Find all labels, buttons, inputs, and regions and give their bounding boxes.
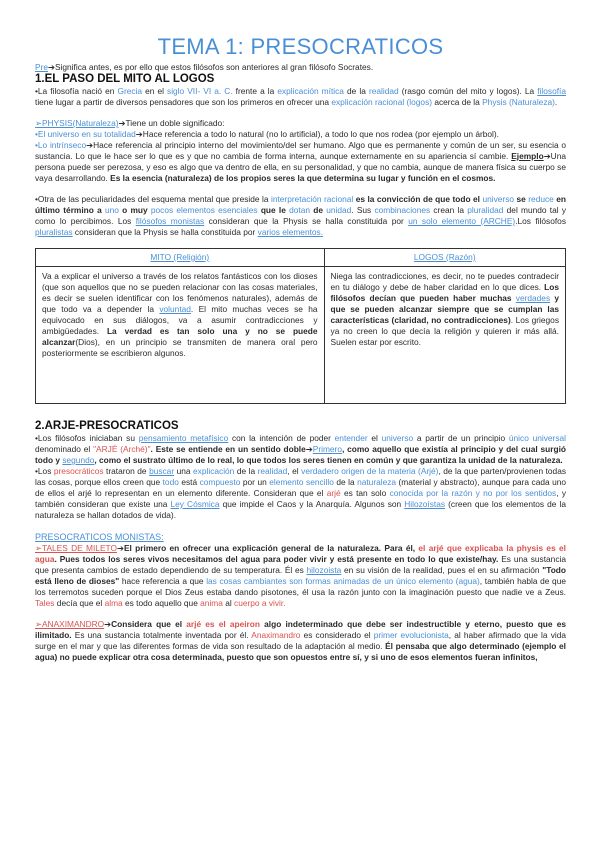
- section2-paragraph2: •Los presocráticos trataron de buscar una explicación de la realidad, el verdadero origen de la materia (Arjé), de la que parten/provienen todas las cosas, porque ellos creen que todo está compuesto por un elemento sencillo de la naturaleza (material y abstracto), aunque para cada uno de ellos el arjé lo representan en un elemento diferente. Consideran que el arjé es tan solo conocida por la razón y no por los sentidos, y también consideran que existe una Ley Cósmica que impide el Caos y la Anarquía. Algunos son Hilozoístas (creen que los elementos de la naturaleza se hallan dotados de vida).: [35, 466, 567, 520]
- section1-paragraph1: •La filosofía nació en Grecia en el siglo VII- VI a. C. frente a la explicación mítica de la realidad (rasgo común del mito y logos). La filosofía tiene lugar a partir de diversos pensadores que son los primeros en ofrecer una explicación racional (logos) acerca de la Physis (Naturaleza).: [35, 86, 567, 107]
- tales-paragraph: ➢TALES DE MILETO➔El primero en ofrecer una explicación general de la naturaleza. Para él, el arjé que explicaba la physis es el agua. Pues todos los seres vivos necesitamos del agua para poder vivir y está presente en todo lo que existe/hay. Es una sustancia que presenta cambios de estado dependiendo de su temperatura. Él es hilozoista en su visión de la realidad, pues el en su afirmación "Todo está lleno de dioses" hace referencia a que las cosas cambiantes son formas animadas de un único elemento (agua), también habla de que los terremotos suceden porque el Dios Zeus estaba dando pisotones, él usa la razón junto con la imaginación puesto que nadie ve a Zeus. Tales decía que el alma es todo aquello que anima al cuerpo a vivir.: [35, 543, 566, 608]
- anaximandro-label[interactable]: ➢ANAXIMANDRO: [35, 619, 105, 629]
- section2-paragraph1: •Los filósofos iniciaban su pensamiento metafísico con la intención de poder entender el universo a partir de un principio único universal denominado el "ARJÉ (Arché)". Este se entiende en un sentido doble➔Primero, como aquello que existía al principio y del cual surgió todo y segundo, como el sustrato último de lo real, lo que todos los seres tienen en común y que garantiza la unidad de la naturaleza.: [35, 433, 566, 465]
- mito-logos-table: [35, 248, 566, 404]
- table-cell-mito: Va a explicar el universo a través de los relatos fantásticos con los dioses (que son aquellos que no se pueden relacionar con las cosas materiales, es decir se suelen identificar con los fenómenos naturales), además de que todo va a depender la voluntad. El mito muchas veces se ha equivocado en sus diálogos, va a asumir contradicciones y ambigüedades. La verdad es tan solo una y no se puede alcanzar(Dios), en un principio se transmiten de manera oral pero posteriormente se escribieron algunos.: [36, 267, 325, 404]
- section1-paragraph2: •Otra de las peculiaridades del esquema mental que preside la interpretación racional es la convicción de que todo el universo se reduce en último término a uno o muy pocos elementos esenciales que le dotan de unidad. Sus combinaciones crean la pluralidad del mundo tal y como lo percibimos. Los filósofos monistas consideran que la Physis se halla constituida por un solo elemento (ARCHE).Los filósofos pluralistas consideran que la Physis se halla constituida por varios elementos.: [35, 194, 567, 237]
- page-title: TEMA 1: PRESOCRATICOS: [157, 34, 444, 59]
- section2-heading: 2.ARJE-PRESOCRATICOS: [35, 420, 179, 432]
- table-header-mito: MITO (Religión): [36, 249, 325, 267]
- physis-label[interactable]: ➢PHYSIS(Naturaleza): [35, 118, 119, 128]
- table-header-logos: LOGOS (Razón): [324, 249, 565, 267]
- section1-heading: 1.EL PASO DEL MITO AL LOGOS: [35, 73, 215, 85]
- table-cell-logos: Niega las contradicciones, es decir, no te puedes contradecir en tu diálogo y debe de haber claridad en lo que dices. Los filósofos decían que pueden haber muchas verdades y que se pueden alcanzar siempre que se cumplan las características (claridad, no contradicciones). Los griegos ya no creen lo que decía la religión y quieren ir más allá. Suelen estar por escrito.: [324, 267, 565, 404]
- physis-bullet-intrinsic: •Lo intrínseco➔Hace referencia al principio interno del movimiento/del ser humano. Algo que es permanente y común de un ser, su esencia o sustancia. Lo que le hace ser lo que es y que no cambia de forma interna, aunque externamente en su apariencia sí cambie. Ejemplo➔Una persona puede ser perezosa, y eso es algo que va dentro de ella, en su personalidad, y que no cambia, aunque de manera física su cuerpo se vaya desarrollando. Es la esencia (naturaleza) de los propios seres la que determina su lugar y función en el cosmos.: [35, 140, 566, 183]
- tales-label[interactable]: ➢TALES DE MILETO: [35, 543, 117, 553]
- physis-line: ➢PHYSIS(Naturaleza)➔Tiene un doble significado:: [35, 118, 225, 128]
- monistas-heading: PRESOCRATICOS MONISTAS:: [35, 532, 164, 542]
- anaximandro-paragraph: ➢ANAXIMANDRO➔Considera que el arjé es el apeiron algo indeterminado que debe ser indestructible y eterno, puesto que es ilimitado. Es una sustancia totalmente inventada por él. Anaximandro es considerado el primer evolucionista, al haber afirmado que la vida surge en el mar y que las diferentes formas de vida son resultado de la adaptación al medio. Él pensaba que algo determinado (ejemplo el agua) no puede explicar otra cosa determinada, puesto que son opuestos entre sí, y si uno de esos elementos fueran infinitos,: [35, 619, 566, 662]
- pre-term[interactable]: Pre: [35, 62, 48, 72]
- intro-paragraph: Pre➔Significa antes, es por ello que estos filósofos son anteriores al gran filósofo Socrates.: [35, 62, 374, 72]
- physis-bullet-universe: •El universo en su totalidad➔Hace referencia a todo lo natural (no lo artificial), a todo lo que nos rodea (por ejemplo un árbol).: [35, 129, 499, 139]
